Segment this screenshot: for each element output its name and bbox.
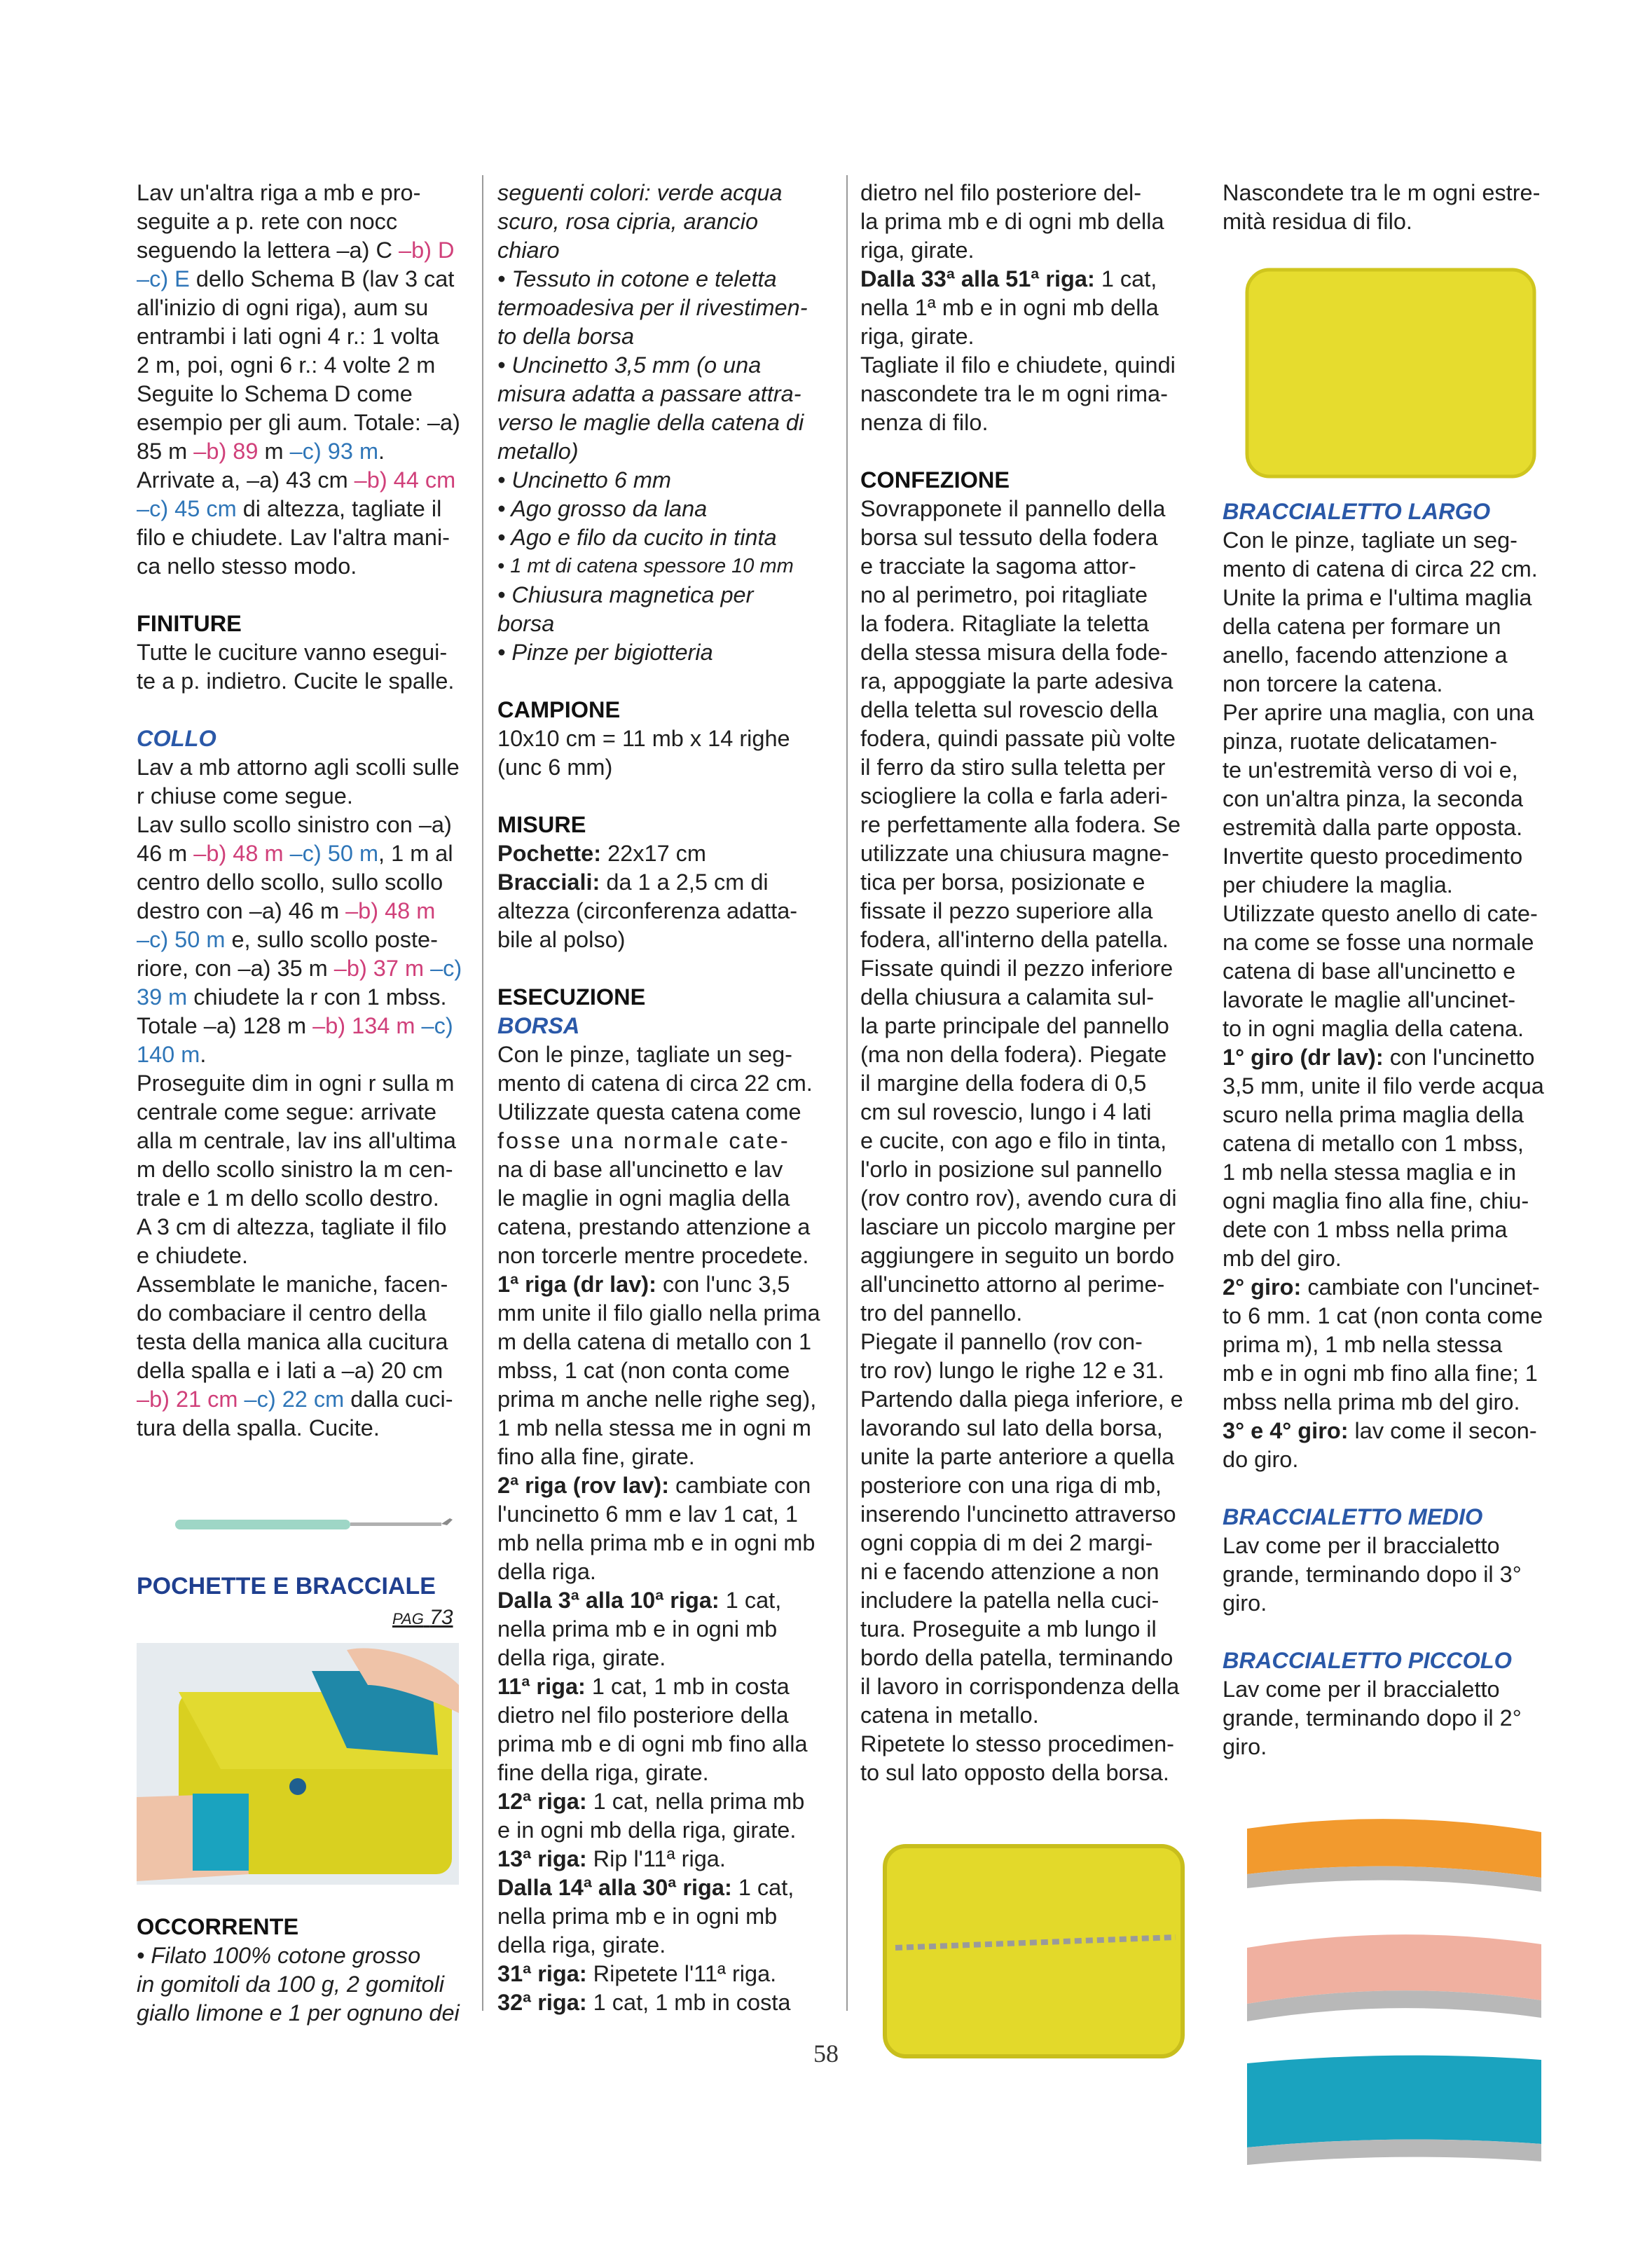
yellow-bag-photo: [874, 1832, 1197, 2070]
pochette-photo: [137, 1643, 459, 1885]
pink-bracelet-image: [1240, 1923, 1548, 2042]
occorrente-heading: OCCORRENTE: [137, 1914, 299, 1939]
column-divider: [482, 175, 483, 2011]
crochet-hook-image: [175, 1510, 455, 1538]
column-3: dietro nel filo posteriore del- la prima mb e di ogni mb della riga, girate. Dalla 33ª alla 51ª riga: 1 cat, nella 1ª mb e in ogni mb della riga, girate. Tagliate il filo e chiudete, quindi nascondete tra le m ogni rima- nenza di filo. CONFEZIONE Sovrapponete il pannello della borsa sul tessuto della fodera e tracciate la sagoma attor- no al perimetro, poi ritagliate la fodera. Ritagliate la teletta della stessa misura della fode- ra, appoggiate la parte adesiva della teletta sul rovescio della fodera, quindi passate più volte il ferro da stiro sulla teletta per sciogliere la colla e farla aderi- re perfettamente alla fodera. Se utilizzate una chiusura magne- tica per borsa, posizionate e fissate il pezzo superiore alla fodera, all'interno della patella. Fissate quindi il pezzo inferiore della chiusura a calamita sul- la parte principale del pannello (ma non della fodera). Piegate il margine della fodera di 0,5 cm sul rovescio, lungo i 4 lati e cucite, con ago e filo in tinta, l'orlo in posizione sul pannello (rov contro rov), avendo cura di lasciare un piccolo margine per aggiungere in seguito un bordo all'uncinetto attorno al perime- tro del pannello. Piegate il pannello (rov con- tro rov) lungo le righe 12 e 31. Partendo dalla piega inferiore, e lavorando sul lato della borsa, unite la parte anteriore a quella posteriore con una riga di mb, inserendo l'uncinetto attraverso ogni coppia di m dei 2 margi- ni e facendo attenzione a non includere la patella nella cuci- tura. Proseguite a mb lungo il bordo della patella, terminando il lavoro in corrispondenza della catena in metallo. Ripetete lo stesso procedimen- to sul lato opposto della borsa.: [860, 179, 1197, 1787]
esecuzione-heading: ESECUZIONE: [497, 984, 646, 1010]
occorrente-section: OCCORRENTE • Filato 100% cotone grosso in gomitoli da 100 g, 2 gomitoli giallo limone e 1 per ognuno dei: [137, 1913, 473, 2028]
column-4: Nascondete tra le m ogni estre- mità residua di filo.: [1223, 180, 1541, 234]
column-divider: [846, 175, 848, 2011]
pochette-heading: POCHETTE E BRACCIALE: [137, 1573, 436, 1600]
campione-heading: CAMPIONE: [497, 697, 621, 722]
finiture-heading: FINITURE: [137, 611, 242, 636]
medio-heading: BRACCIALETTO MEDIO: [1223, 1504, 1483, 1529]
yellow-pochette-image: [1233, 263, 1548, 487]
largo-heading: BRACCIALETTO LARGO: [1223, 499, 1491, 524]
misure-heading: MISURE: [497, 812, 586, 837]
orange-bracelet-image: [1240, 1801, 1548, 1920]
collo-heading: COLLO: [137, 726, 216, 751]
column-1: Lav un'altra riga a mb e pro- seguite a p. rete con nocc seguendo la lettera –a) C –b) D –c) E dello Schema B (lav 3 cat all'inizio di ogni riga), aum su entrambi i lati ogni 4 r.: 1 volta 2 m, poi, ogni 6 r.: 4 volte 2 m Seguite lo Schema D come esempio per gli aum. Totale: –a) 85 m –b) 89 m –c) 93 m. Arrivate a, –a) 43 cm –b) 44 cm –c) 45 cm di altezza, tagliate il filo e chiudete. Lav l'altra mani- ca nello stesso modo. FINITURE Tutte le cuciture vanno esegui- te a p. indietro. Cucite le spalle. COLLO Lav a mb attorno agli scolli sulle r chiuse come segue. Lav sullo scollo sinistro con –a) 46 m –b) 48 m –c) 50 m, 1 m al centro dello scollo, sullo scollo destro con –a) 46 m –b) 48 m –c) 50 m e, sullo scollo poste- riore, con –a) 35 m –b) 37 m –c) 39 m chiudete la r con 1 mbss. Totale –a) 128 m –b) 134 m –c) 140 m. Proseguite dim in ogni r sulla m centrale come segue: arrivate alla m centrale, lav ins all'ultima m dello scollo sinistro la m cen- trale e 1 m dello scollo destro. A 3 cm di altezza, tagliate il filo e chiudete. Assemblate le maniche, facen- do combaciare il centro della testa della manica alla cucitura della spalla e i lati a –a) 20 cm –b) 21 cm –c) 22 cm dalla cuci- tura della spalla. Cucite.: [137, 179, 466, 1443]
column-2: seguenti colori: verde acqua scuro, rosa cipria, arancio chiaro • Tessuto in cotone e teletta termoadesiva per il rivestimen- to della borsa • Uncinetto 3,5 mm (o una misura adatta a passare attra- verso le maglie della catena di metallo) • Uncinetto 6 mm • Ago grosso da lana • Ago e filo da cucito in tinta • 1 mt di catena spessore 10 mm • Chiusura magnetica per borsa • Pinze per bigiotteria CAMPIONE 10x10 cm = 11 mb x 14 righe (unc 6 mm) MISURE Pochette: 22x17 cm Bracciali: da 1 a 2,5 cm di altezza (circonferenza adatta- bile al polso) ESECUZIONE BORSA Con le pinze, tagliate un seg- mento di catena di circa 22 cm. Utilizzate questa catena come fosse una normale cate- na di base all'uncinetto e lav le maglie in ogni maglia della catena, prestando attenzione a non torcerle mentre procedete. 1ª riga (dr lav): con l'unc 3,5 mm unite il filo giallo nella prima m della catena di metallo con 1 mbss, 1 cat (non conta come prima m anche nelle righe seg), 1 mb nella stessa me in ogni m fino alla fine, girate. 2ª riga (rov lav): cambiate con l'uncinetto 6 mm e lav 1 cat, 1 mb nella prima mb e in ogni mb della riga. Dalla 3ª alla 10ª riga: 1 cat, nella prima mb e in ogni mb della riga, girate. 11ª riga: 1 cat, 1 mb in costa dietro nel filo posteriore della prima mb e di ogni mb fino alla fine della riga, girate. 12ª riga: 1 cat, nella prima mb e in ogni mb della riga, girate. 13ª riga: Rip l'11ª riga. Dalla 14ª alla 30ª riga: 1 cat, nella prima mb e in ogni mb della riga, girate. 31ª riga: Ripetete l'11ª riga. 32ª riga: 1 cat, 1 mb in costa: [497, 179, 834, 2017]
borsa-heading: BORSA: [497, 1013, 580, 1038]
confezione-heading: CONFEZIONE: [860, 467, 1010, 493]
piccolo-heading: BRACCIALETTO PICCOLO: [1223, 1648, 1512, 1673]
page-number: 58: [813, 2040, 839, 2068]
column-4-lower: BRACCIALETTO LARGO Con le pinze, tagliate un seg- mento di catena di circa 22 cm. Unite la prima e l'ultima maglia della catena per formare un anello, facendo attenzione a non torcere la catena. Per aprire una maglia, con una pinza, ruotate delicatamen- te un'estremità verso di voi e, con un'altra pinza, la seconda estremità dalla parte opposta. Invertite questo procedimento per chiudere la maglia. Utilizzate questo anello di cate- na come se fosse una normale catena di base all'uncinetto e lavorate le maglie all'uncinet- to in ogni maglia della catena. 1° giro (dr lav): con l'uncinetto 3,5 mm, unite il filo verde acqua scuro nella prima maglia della catena di metallo con 1 mbss, 1 mb nella stessa maglia e in ogni maglia fino alla fine, chiu- dete con 1 mbss nella prima mb del giro. 2° giro: cambiate con l'uncinet- to 6 mm. 1 cat (non conta come prima m), 1 mb nella stessa mb e in ogni mb fino alla fine; 1 mbss nella prima mb del giro. 3° e 4° giro: lav come il secon- do giro. BRACCIALETTO MEDIO Lav come per il braccialetto grande, terminando dopo il 3° giro. BRACCIALETTO PICCOLO Lav come per il braccialetto grande, terminando dopo il 2° giro.: [1223, 497, 1559, 1761]
page-reference[interactable]: PAG 73: [392, 1606, 453, 1629]
